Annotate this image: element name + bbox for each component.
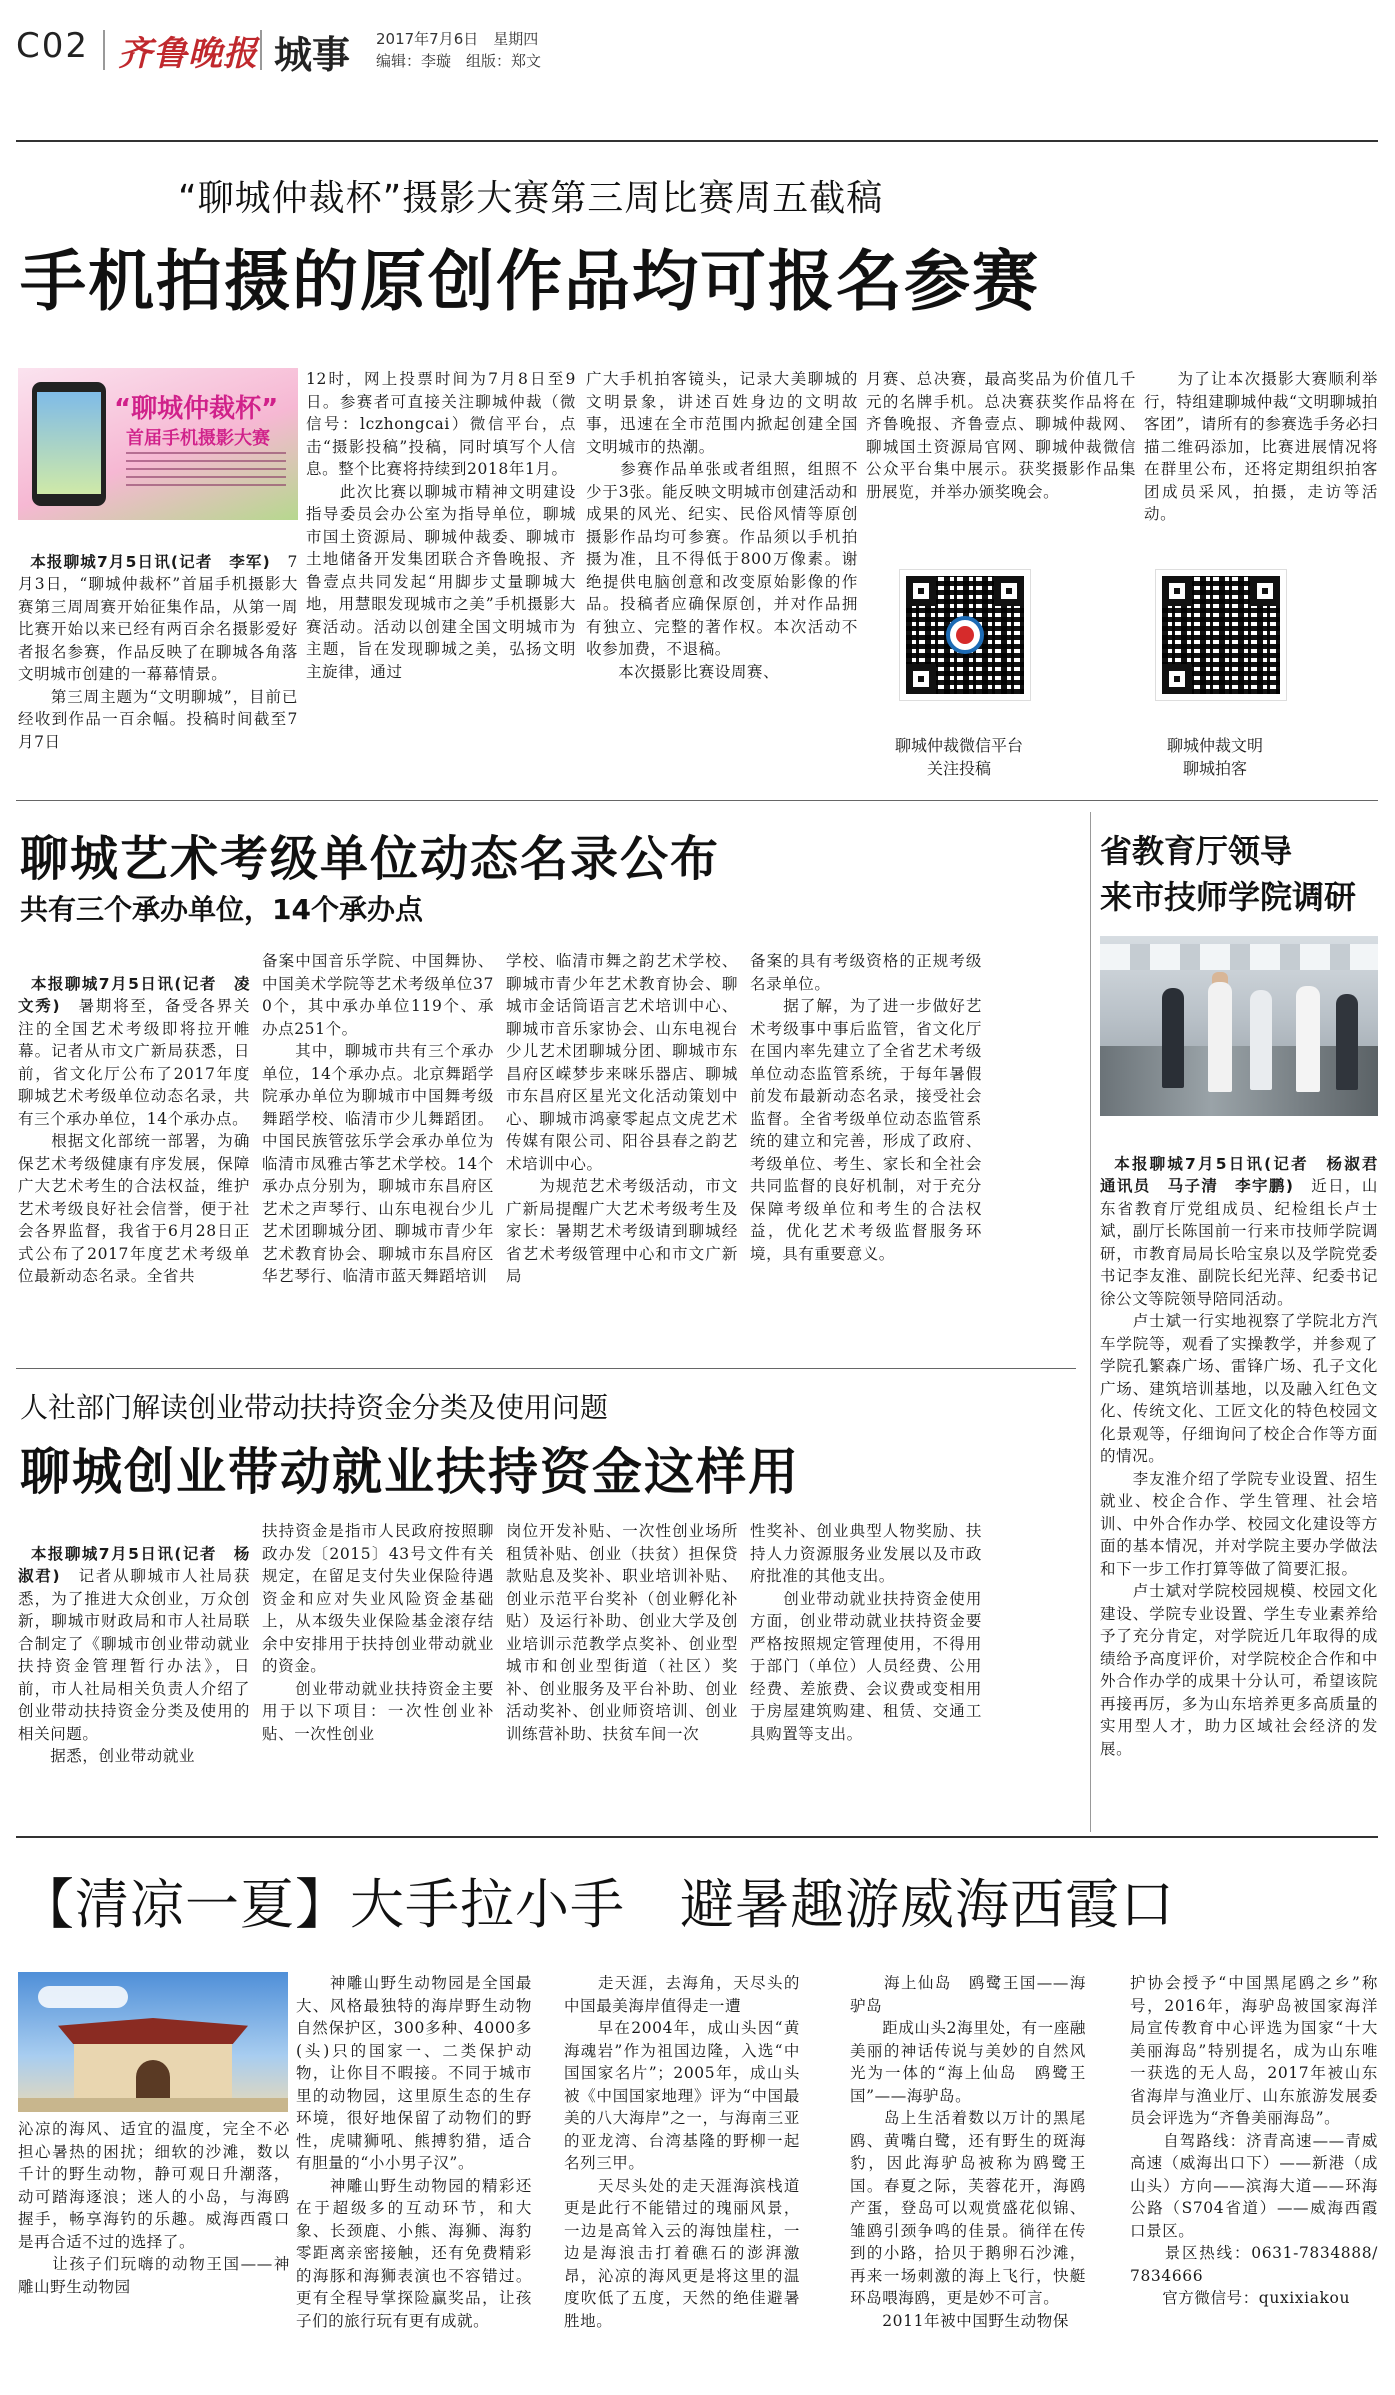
qr2-caption-line2: 聊城拍客 bbox=[1182, 759, 1247, 778]
qr1-caption-line1: 聊城仲裁微信平台 bbox=[894, 736, 1023, 755]
page-code: C02 bbox=[16, 26, 90, 66]
qr-logo-icon bbox=[946, 616, 984, 654]
qr1-caption bbox=[880, 734, 1038, 780]
contest-poster bbox=[18, 368, 298, 520]
story1-col5: 为了让本次摄影大赛顺利举行，特组建聊城仲裁“文明聊城拍客团”，请所有的参赛选手务必扫描二维码添加，比赛进展情况将在群里公布，还将定期组织拍客团成员采风，拍摄，走访等活动。 bbox=[1144, 370, 1378, 523]
school-visit-photo bbox=[1100, 936, 1378, 1116]
story2-col1-text: 暑期将至，备受各界关注的全国艺术考级即将拉开帷幕。记者从市文广新局获悉，日前，省文化厅公布了2017年度聊城艺术考级单位动态名录，共有三个承办单位，14个承办点。 根据文化部统一部署，为确保艺术考级健康有序发展，保障广大艺术考生的合法权益，维护艺术考级良好社会信誉，便于社会各界监督，我省于6月28日正式公布了2017年度艺术考级单位最新动态名录。全省共 bbox=[18, 997, 250, 1285]
story1-headline: 手机拍摄的原创作品均可报名参赛 bbox=[20, 243, 1040, 320]
story2-bottom-rule bbox=[16, 1368, 1076, 1369]
story2-col1 bbox=[18, 950, 250, 1348]
story2-col3: 学校、临清市舞之韵艺术学校、聊城市青少年艺术教育协会、聊城市金话筒语言艺术培训中心、聊城市音乐家协会、山东电视台少儿艺术团聊城分团、聊城市东昌府区嵘梦步来咪乐器店、聊城市东昌府区星光文化活动策划中心、聊城市鸿豪零起点文虎艺术传媒有限公司、阳谷县春之韵艺术培训中心。 为规范艺术考级活动，市文广新局提醒广大艺术考级考生及家长：暑期艺术考级请到聊城经省艺术考级管理中心和市文广新局 bbox=[506, 952, 738, 1285]
weihai-gate-photo bbox=[18, 1972, 288, 2112]
editor: 编辑：李璇 bbox=[376, 52, 452, 70]
photo-ceiling-lights bbox=[1100, 944, 1378, 970]
story3-headline-line1: 省教育厅领导 bbox=[1100, 832, 1293, 870]
wechat-qr-code[interactable] bbox=[900, 570, 1030, 700]
story1-col2: 12时，网上投票时间为7月8日至9日。参赛者可直接关注聊城仲裁（微信号：lczhongcai）微信平台，点击“摄影投稿”投稿，同时填写个人信息。整个比赛将持续到2018年1月。 此次比赛以聊城市精神文明建设指导委员会办公室为指导单位，聊城市国土资源局、聊城仲裁委、聊城市土地储备开发集团联合齐鲁晚报、齐鲁壹点共同发起“用脚步丈量聊城大地，用慧眼发现城市之美”手机摄影大赛活动。活动以创建全国文明城市为主题，旨在发现聊城之美，弘扬文明主旋律，通过 bbox=[306, 370, 576, 681]
story1-bottom-rule bbox=[16, 800, 1378, 801]
weekday: 星期四 bbox=[493, 30, 539, 48]
story2-byline: 本报聊城7月5日讯(记者 凌文秀) bbox=[18, 974, 250, 1015]
column-divider bbox=[1090, 812, 1091, 1832]
poster-phone-screen bbox=[37, 392, 101, 494]
photo-gate-roof bbox=[58, 2018, 248, 2044]
section-title: 城事 bbox=[274, 33, 351, 77]
header-date bbox=[376, 28, 538, 49]
story1-byline: 本报聊城7月5日讯(记者 李军) bbox=[30, 552, 271, 571]
story2-subhead: 共有三个承办单位，14个承办点 bbox=[20, 893, 423, 926]
story5-col1: 沁凉的海风、适宜的温度，完全不必担心暑热的困扰；细软的沙滩，数以千计的野生动物，静可观日升潮落，动可踏海逐浪；迷人的小岛，与海鸥握手，畅享海钓的乐趣。威海西霞口是再合适不过的选择了。 让孩子们玩嗨的动物王国——神雕山野生动物园 bbox=[18, 2120, 290, 2296]
masthead-logo: 齐鲁晚报 bbox=[118, 34, 258, 74]
story4-col3: 岗位开发补贴、一次性创业场所租赁补贴、创业（扶贫）担保贷款贴息及奖补、职业培训补贴、创业示范平台奖补（创业孵化补贴）及运行补助、创业大学及创业培训示范教学点奖补、创业型城市和创业型街道（社区）奖补、创业服务及平台补助、创业活动奖补、创业师资培训、创业训练营补助、扶贫车间一次 bbox=[506, 1522, 738, 1743]
story3-text: 近日，山东省教育厅党组成员、纪检组长卢士斌，副厅长陈国前一行来市技师学院调研，市教育局局长哈宝泉以及学院党委书记李友淮、副院长纪光萍、纪委书记徐公文等院领导陪同活动。 卢士斌一行实地视察了学院北方汽车学院等，观看了实操教学，并参观了学院孔繁森广场、雷锋广场、孔子文化广场、建筑培训基地，以及融入红色文化、传统文化、工匠文化的特色校园文化景观等，仔细询问了校企合作等方面的情况。 李友淮介绍了学院专业设置、招生就业、校企合作、学生管理、社会培训、中外合作办学、校园文化建设等方面的基本情况，并对学院主要办学做法和下一步工作打算等做了简要汇报。 卢士斌对学院校园规模、校园文化建设、学院专业设置、学生专业素养给予了充分肯定，对学院近几年取得的成绩给予高度评价，对学院校企合作和中外合作办学的成果十分认可，希望该院再接再厉，多为山东培养更多高质量的实用型人才，助力区域社会经济的发展。 bbox=[1100, 1177, 1378, 1758]
story1-col1 bbox=[18, 528, 298, 778]
photo-person bbox=[1208, 982, 1232, 1092]
photo-cloud bbox=[38, 1986, 128, 2008]
photo-person bbox=[1296, 986, 1320, 1092]
story2-col2: 备案中国音乐学院、中国舞协、中国美术学院等艺术考级单位370个，其中承办单位119个、承办点251个。 其中，聊城市共有三个承办单位，14个承办点。北京舞蹈学院承办单位为聊城市中国舞考级舞蹈学校、临清市少儿舞蹈团。中国民族管弦乐学会承办单位为临清市凤雅古筝艺术学校。14个承办点分别为，聊城市东昌府区艺术之声琴行、山东电视台少儿艺术团聊城分团、聊城市青少年艺术教育协会、聊城市东昌府区华艺琴行、临清市蓝天舞蹈培训 bbox=[262, 952, 494, 1285]
header-staff bbox=[376, 50, 541, 71]
story4-col1 bbox=[18, 1520, 250, 1820]
poster-phone-frame bbox=[32, 382, 106, 506]
story1-col1-text: 7月3日，“聊城仲裁杯”首届手机摄影大赛第三周周赛开始征集作品，从第一周比赛开始以来已经有两百余名摄影爱好者报名参赛，作品反映了在聊城各角落文明城市创建的一幕幕情景。 第三周主题为“文明聊城”，目前已经收到作品一百余幅。投稿时间截至7月7日 bbox=[18, 552, 299, 751]
photo-gate-arch bbox=[136, 2060, 170, 2098]
story4-headline: 聊城创业带动就业扶持资金这样用 bbox=[20, 1443, 800, 1501]
header-divider bbox=[260, 30, 262, 70]
date: 2017年7月6日 bbox=[376, 30, 479, 48]
story5-headline: 【清凉一夏】大手拉小手 避暑趣游威海西霞口 bbox=[20, 1873, 1175, 1936]
qr1-caption-line2: 关注投稿 bbox=[926, 759, 991, 778]
story5-col2: 神雕山野生动物园是全国最大、风格最独特的海岸野生动物自然保护区，300多种、4000多(头)只的国家一、二类保护动物，让你目不暇接。不同于城市里的动物园，这里原生态的生存环境，很好地保留了动物们的野性，虎啸狮吼、熊搏豹猎，适合有胆量的“小小男子汉”。 神雕山野生动物园的精彩还在于超级多的互动环节，和大象、长颈鹿、小熊、海狮、海豹零距离亲密接触，还有免费精彩的海豚和海狮表演也不容错过。更有全程导掌探险赢奖品，让孩子们的旅行玩有更有成就。 bbox=[296, 1974, 532, 2330]
story4-byline: 本报聊城7月5日讯(记者 杨淑君) bbox=[18, 1544, 250, 1585]
story2-headline: 聊城艺术考级单位动态名录公布 bbox=[20, 831, 721, 887]
photo-ground bbox=[18, 2098, 288, 2112]
story4-kicker: 人社部门解读创业带动扶持资金分类及使用问题 bbox=[20, 1391, 609, 1424]
story3-body bbox=[1100, 1130, 1395, 1820]
story5-col4: 海上仙岛 鸥鹭王国——海驴岛 距成山头2海里处，有一座融美丽的神话传说与美妙的自然风光为一体的“海上仙岛 鸥鹭王国”——海驴岛。 岛上生活着数以万计的黑尾鸥、黄嘴白鹭，还有野生的斑海豹，因此海驴岛被称为鸥鹭王国。春夏之际，芙蓉花开，海鸥产蛋，登岛可以观赏盛花似锦、雏鸥引颈争鸣的佳景。徜徉在传到的小路，拾贝于鹅卵石沙滩，再来一场刺激的海上飞行，快艇环岛喂海鸥，更是妙不可言。 2011年被中国野生动物保 bbox=[850, 1974, 1086, 2330]
header-rule bbox=[16, 140, 1378, 142]
qr2-caption-line1: 聊城仲裁文明 bbox=[1166, 736, 1263, 755]
poster-fine-print bbox=[126, 452, 286, 490]
story3-byline: 本报聊城7月5日讯(记者 杨淑君 通讯员 马子清 李宇鹏) bbox=[1100, 1154, 1395, 1195]
story5-col5: 护协会授予“中国黑尾鸥之乡”称号，2016年，海驴岛被国家海洋局宣传教育中心评选为国家“十大美丽海岛”特别提名，成为山东唯一获选的无人岛，2017年被山东省海岸与渔业厅、山东旅游发展委员会评选为“齐鲁美丽海岛”。 自驾路线：济青高速——青威高速（威海出口下）——新港（成山头）方向——滨海大道——环海公路（S704省道）——威海西霞口景区。 景区热线：0631-7834888/7834666 官方微信号：quxixiakou bbox=[1130, 1974, 1378, 2307]
story4-col1-text: 记者从聊城市人社局获悉，为了推进大众创业，万众创新，聊城市财政局和市人社局联合制定了《聊城市创业带动就业扶持资金管理暂行办法》，日前，市人社局相关负责人介绍了创业带动扶持资金分类及使用的相关问题。 据悉，创业带动就业 bbox=[18, 1567, 250, 1765]
photo-person bbox=[1162, 988, 1184, 1088]
qr2-caption bbox=[1136, 734, 1294, 780]
story2-col4: 备案的具有考级资格的正规考级名录单位。 据了解，为了进一步做好艺术考级事中事后监管，省文化厅在国内率先建立了全省艺术考级单位动态监管系统，于每年暑假前发布最新动态名录，接受社会监督。全省考级单位动态监管系统的建立和完善，形成了政府、考级单位、考生、家长和全社会共同监督的良好机制，对于充分保障考级单位和考生的合法权益，优化艺术考级监督服务环境，具有重要意义。 bbox=[750, 952, 982, 1263]
poster-subtitle: 首届手机摄影大赛 bbox=[126, 428, 270, 449]
layout-editor: 组版：郑文 bbox=[466, 52, 542, 70]
story4-col4: 性奖补、创业典型人物奖励、扶持人力资源服务业发展以及市政府批准的其他支出。 创业带动就业扶持资金使用方面，创业带动就业扶持资金要严格按照规定管理使用，不得用于部门（单位）人员经费、公用经费、差旅费、会议费或变相用于房屋建筑购建、租赁、交通工具购置等支出。 bbox=[750, 1522, 982, 1743]
story1-col4: 月赛、总决赛，最高奖品为价值几千元的名牌手机。总决赛获奖作品将在齐鲁晚报、齐鲁壹点、聊城仲裁网、聊城国土资源局官网、聊城仲裁微信公众平台集中展示。获奖摄影作品集册展览，并举办颁奖晚会。 bbox=[866, 370, 1136, 501]
story1-kicker: “聊城仲裁杯”摄影大赛第三周比赛周五截稿 bbox=[178, 178, 884, 219]
photo-group-qr-code[interactable] bbox=[1156, 570, 1286, 700]
header-divider bbox=[103, 30, 105, 70]
story4-bottom-rule bbox=[16, 1836, 1378, 1838]
story1-col3: 广大手机拍客镜头，记录大美聊城的文明景象，讲述百姓身边的文明故事，迅速在全市范围内掀起创建全国文明城市的热潮。 参赛作品单张或者组照，组照不少于3张。能反映文明城市创建活动和成果的风光、纪实、民俗风情等原创摄影作品均可参赛。作品须以手机拍摄为准，且不得低于800万像素。谢绝提供电脑创意和改变原始影像的作品。投稿者应确保原创，并对作品拥有独立、完整的著作权。本次活动不收参加费，不退稿。 本次摄影比赛设周赛、 bbox=[586, 370, 858, 681]
poster-title: “聊城仲裁杯” bbox=[114, 394, 279, 424]
photo-person bbox=[1250, 990, 1272, 1090]
story4-col2: 扶持资金是指市人民政府按照聊政办发〔2015〕43号文件有关规定，在留足支付失业保险待遇资金和应对失业风险资金基础上，从本级失业保险基金滚存结余中安排用于扶持创业带动就业的资金。 创业带动就业扶持资金主要用于以下项目：一次性创业补贴、一次性创业 bbox=[262, 1522, 494, 1743]
photo-person bbox=[1336, 994, 1358, 1090]
story3-headline-line2: 来市技师学院调研 bbox=[1100, 878, 1357, 916]
story5-col3: 走天涯，去海角，天尽头的中国最美海岸值得走一遭 早在2004年，成山头因“黄海魂岩”作为祖国边隆，入选“中国国家名片”；2005年，成山头被《中国国家地理》评为“中国最美的八大海岸”之一，与海南三亚的亚龙湾、台湾基隆的野柳一起名列三甲。 天尽头处的走天涯海滨栈道更是此行不能错过的瑰丽风景，一边是高耸入云的海蚀崖柱，一边是海浪击打着礁石的澎湃激昂，沁凉的海风更是将这里的温度吹低了五度，天然的绝佳避暑胜地。 bbox=[564, 1974, 800, 2330]
